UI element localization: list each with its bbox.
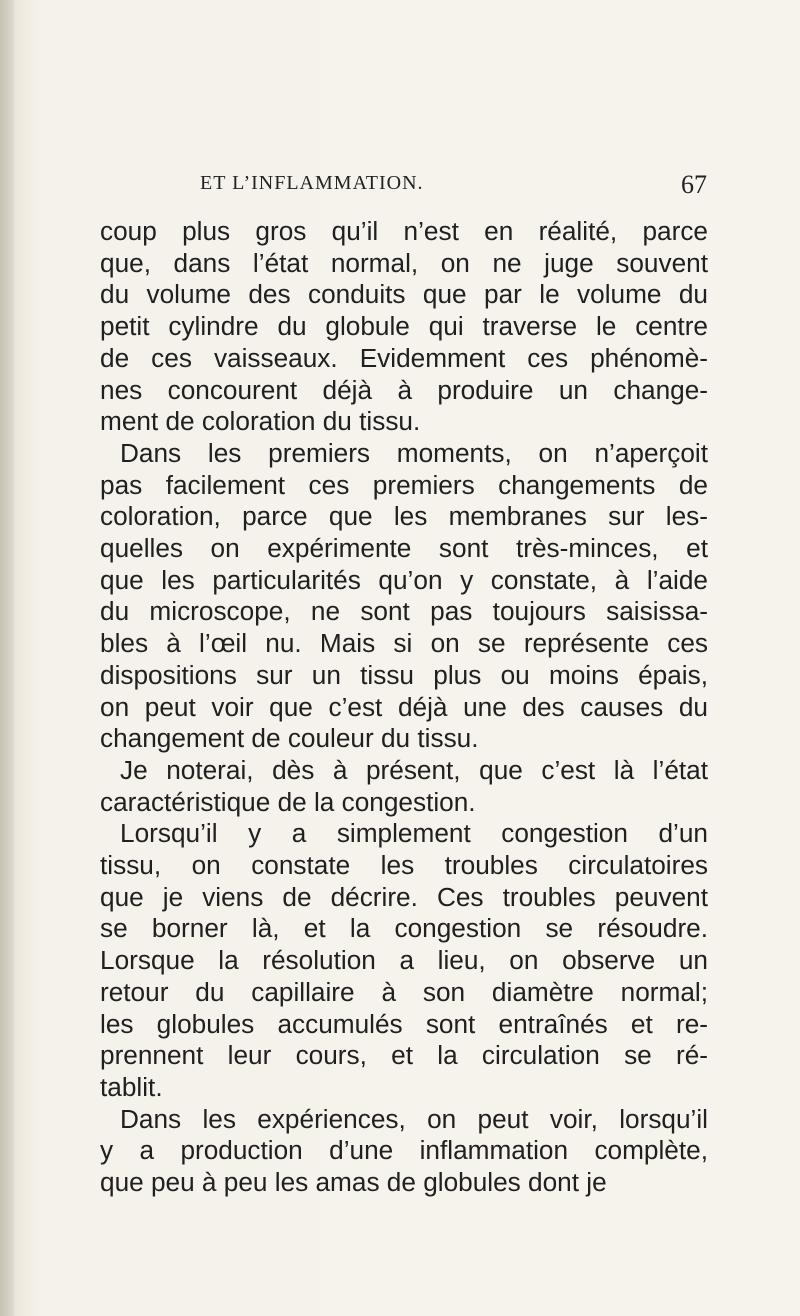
text-line: bles à l’œil nu. Mais si on se représente ces (100, 628, 708, 659)
text-line: quelles on expérimente sont très-minces, et (100, 533, 708, 564)
text-line: Lorsque la résolution a lieu, on observe un (100, 945, 708, 976)
text-line: que les particularités qu’on y constate, à l’aide (100, 564, 708, 595)
text-line: que peu à peu les amas de globules dont je (100, 1167, 607, 1198)
text-line: du volume des conduits que par le volume du (100, 279, 708, 310)
text-line: prennent leur cours, et la circulation se ré- (100, 1040, 708, 1071)
text-line: tablit. (100, 1071, 163, 1102)
text-line: y a production d’une inflammation complète, (100, 1135, 708, 1166)
text-line: du microscope, ne sont pas toujours saisissa- (100, 596, 708, 627)
running-header (200, 172, 707, 204)
text-line: retour du capillaire à son diamètre normal; (100, 976, 708, 1007)
text-line: pas facilement ces premiers changements de (100, 469, 708, 500)
text-line: nes concourent déjà à produire un change- (100, 374, 708, 405)
text-line: les globules accumulés sont entraînés et re- (100, 1008, 708, 1039)
text-line: changement de couleur du tissu. (100, 723, 479, 754)
page-number: 67 (681, 170, 707, 199)
body-text (100, 216, 708, 1199)
text-line: Lorsqu’il y a simplement congestion d’un (120, 818, 708, 849)
running-title: ET L’INFLAMMATION. (200, 172, 424, 194)
text-line: tissu, on constate les troubles circulatoires (100, 850, 708, 881)
text-line: que je viens de décrire. Ces troubles peuvent (100, 881, 708, 912)
text-line: de ces vaisseaux. Evidemment ces phénomè- (100, 342, 708, 373)
text-line: se borner là, et la congestion se résoudre. (100, 913, 708, 944)
page-binding-shadow (0, 0, 14, 1316)
text-line: dispositions sur un tissu plus ou moins épais, (100, 659, 708, 690)
text-line: coloration, parce que les membranes sur les- (100, 501, 708, 532)
text-line: petit cylindre du globule qui traverse le centre (100, 311, 708, 342)
text-line: coup plus gros qu’il n’est en réalité, parce (100, 216, 708, 246)
text-line: Dans les expériences, on peut voir, lorsqu’il (120, 1103, 708, 1134)
text-line: caractéristique de la congestion. (100, 786, 476, 817)
text-line: Dans les premiers moments, on n’aperçoit (120, 437, 708, 468)
text-line: que, dans l’état normal, on ne juge souvent (100, 247, 708, 278)
text-line: on peut voir que c’est déjà une des causes du (100, 691, 708, 722)
text-line: ment de coloration du tissu. (100, 406, 421, 437)
text-line: Je noterai, dès à présent, que c’est là l’état (120, 754, 708, 785)
